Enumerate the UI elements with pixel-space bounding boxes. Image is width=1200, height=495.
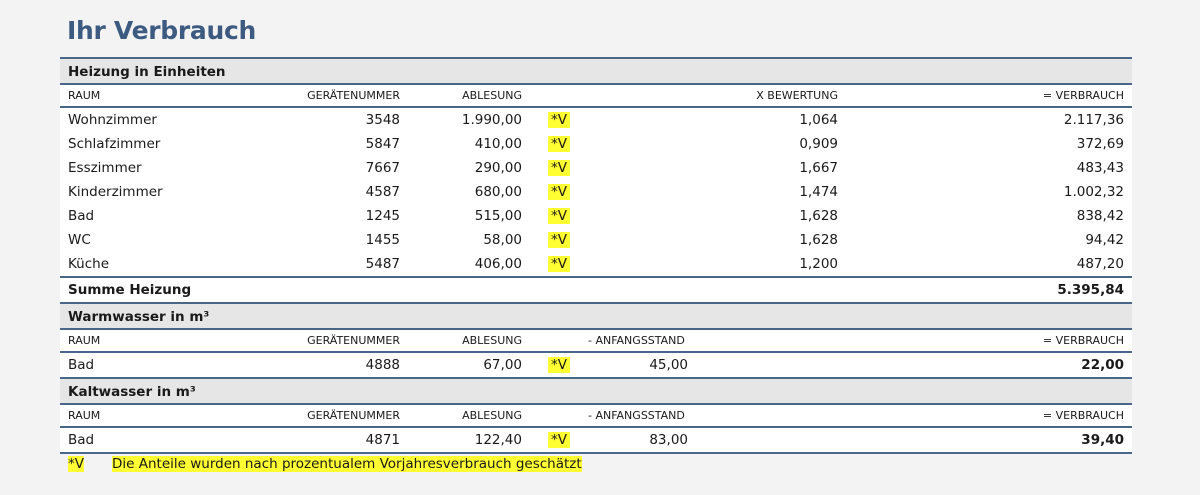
heizung-column-headers [60,85,1132,108]
table-row [60,353,1132,379]
cell-geraetenummer: 7667 [365,160,400,176]
table-row [60,204,1132,228]
estimate-mark: *V [548,180,570,204]
cell-ablesung: 410,00 [474,136,522,152]
cell-raum: Wohnzimmer [68,112,157,128]
cell-verbrauch: 94,42 [1085,232,1124,248]
cell-raum: Bad [68,432,95,448]
section-kaltwasser-title: Kaltwasser in m³ [60,379,1132,405]
section-warmwasser-title: Warmwasser in m³ [60,304,1132,330]
cell-bewertung: 1,474 [799,184,838,200]
cell-raum: Bad [68,208,95,224]
cell-bewertung: 1,628 [799,232,838,248]
cell-ablesung: 58,00 [483,232,522,248]
estimate-mark: *V [548,156,570,180]
header-geraetenummer: GERÄTENUMMER [307,334,400,347]
cell-ablesung: 1.990,00 [461,112,522,128]
footnote-text: Die Anteile wurden nach prozentualem Vorjahresverbrauch geschätzt [112,456,582,472]
header-verbrauch: = VERBRAUCH [1042,89,1124,102]
heizung-sum-row [60,276,1132,304]
cell-ablesung: 680,00 [474,184,522,200]
table-row [60,132,1132,156]
estimate-mark: *V [548,132,570,156]
cell-ablesung: 290,00 [474,160,522,176]
header-ablesung: ABLESUNG [462,334,522,347]
header-ablesung: ABLESUNG [462,409,522,422]
cell-ablesung: 122,40 [474,432,522,448]
table-row [60,156,1132,180]
cell-raum: Küche [68,256,110,272]
cell-geraetenummer: 1245 [365,208,400,224]
cell-verbrauch: 39,40 [1081,432,1124,448]
estimate-mark: *V [548,353,570,377]
estimate-mark: *V [548,228,570,252]
header-ablesung: ABLESUNG [462,89,522,102]
sum-value: 5.395,84 [1057,282,1124,298]
header-anfangsstand: - ANFANGSSTAND [588,409,685,422]
kaltwasser-column-headers [60,405,1132,428]
warmwasser-column-headers [60,330,1132,353]
table-row [60,228,1132,252]
table-row [60,180,1132,204]
cell-geraetenummer: 4871 [365,432,400,448]
header-bewertung: X BEWERTUNG [756,89,838,102]
cell-bewertung: 0,909 [799,136,838,152]
estimate-mark: *V [548,428,570,452]
cell-raum: WC [68,232,91,248]
table-row [60,108,1132,132]
cell-raum: Esszimmer [68,160,142,176]
footnote-mark: *V [68,456,84,472]
cell-anfangsstand: 83,00 [649,432,688,448]
estimate-mark: *V [548,252,570,276]
cell-raum: Schlafzimmer [68,136,161,152]
header-verbrauch: = VERBRAUCH [1042,409,1124,422]
cell-verbrauch: 372,69 [1076,136,1124,152]
cell-anfangsstand: 45,00 [649,357,688,373]
header-anfangsstand: - ANFANGSSTAND [588,334,685,347]
cell-bewertung: 1,628 [799,208,838,224]
section-heizung-title: Heizung in Einheiten [60,59,1132,85]
cell-bewertung: 1,200 [799,256,838,272]
cell-geraetenummer: 5847 [365,136,400,152]
header-raum: RAUM [68,334,101,347]
consumption-table [60,57,1132,454]
cell-verbrauch: 1.002,32 [1063,184,1124,200]
cell-ablesung: 515,00 [474,208,522,224]
cell-verbrauch: 483,43 [1076,160,1124,176]
estimate-mark: *V [548,204,570,228]
cell-geraetenummer: 5487 [365,256,400,272]
cell-bewertung: 1,667 [799,160,838,176]
cell-verbrauch: 2.117,36 [1063,112,1124,128]
sum-label: Summe Heizung [68,282,192,298]
cell-verbrauch: 487,20 [1076,256,1124,272]
cell-verbrauch: 22,00 [1081,357,1124,373]
table-row [60,252,1132,276]
cell-ablesung: 406,00 [474,256,522,272]
header-verbrauch: = VERBRAUCH [1042,334,1124,347]
header-geraetenummer: GERÄTENUMMER [307,409,400,422]
cell-bewertung: 1,064 [799,112,838,128]
page-title: Ihr Verbrauch [67,16,257,45]
cell-raum: Kinderzimmer [68,184,163,200]
cell-verbrauch: 838,42 [1076,208,1124,224]
cell-geraetenummer: 4587 [365,184,400,200]
cell-geraetenummer: 3548 [365,112,400,128]
header-geraetenummer: GERÄTENUMMER [307,89,400,102]
estimate-mark: *V [548,108,570,132]
header-raum: RAUM [68,89,101,102]
cell-geraetenummer: 1455 [365,232,400,248]
cell-ablesung: 67,00 [483,357,522,373]
cell-geraetenummer: 4888 [365,357,400,373]
cell-raum: Bad [68,357,95,373]
header-raum: RAUM [68,409,101,422]
table-row [60,428,1132,454]
